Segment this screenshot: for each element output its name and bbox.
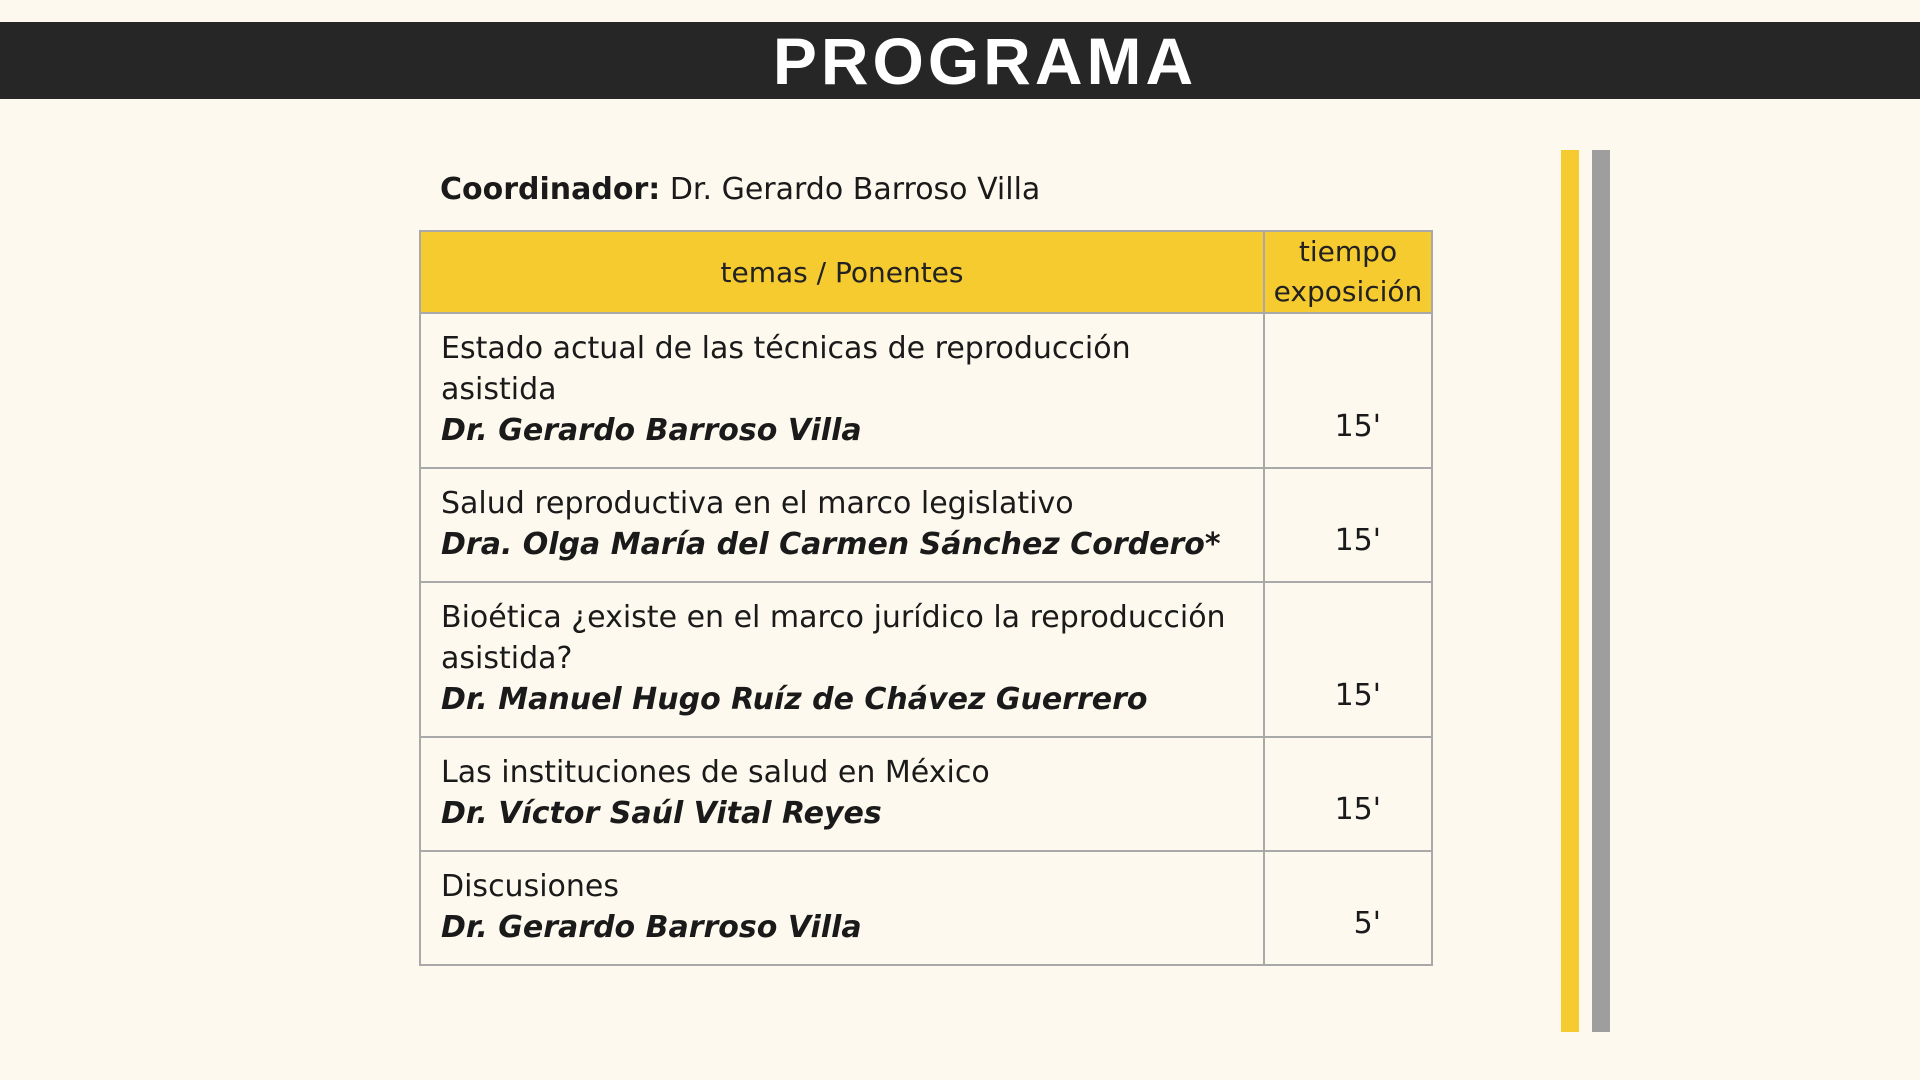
topic-title: Bioética ¿existe en el marco jurídico la reproducción asistida? <box>441 600 1226 676</box>
topic-cell <box>420 737 1264 851</box>
topic-cell <box>420 468 1264 582</box>
header-time-line2: exposición <box>1273 275 1423 308</box>
title-bar <box>0 22 1920 99</box>
table-row <box>420 737 1432 851</box>
table-row <box>420 468 1432 582</box>
table-row <box>420 582 1432 737</box>
header-time-line1: tiempo <box>1298 235 1398 268</box>
coordinator-label: Coordinador: <box>440 172 661 207</box>
time-cell: 15' <box>1264 313 1432 468</box>
decorative-gray-stripe <box>1592 150 1610 1032</box>
time-cell: 15' <box>1264 737 1432 851</box>
time-cell: 15' <box>1264 468 1432 582</box>
topic-speaker: Dr. Víctor Saúl Vital Reyes <box>441 796 882 831</box>
time-cell: 5' <box>1264 851 1432 965</box>
topic-cell <box>420 313 1264 468</box>
topic-title: Discusiones <box>441 869 619 904</box>
coordinator-line <box>440 172 1040 208</box>
program-table <box>419 230 1433 966</box>
header-time <box>1264 231 1432 313</box>
topic-title: Salud reproductiva en el marco legislativo <box>441 486 1074 521</box>
table-row <box>420 851 1432 965</box>
topic-cell <box>420 582 1264 737</box>
coordinator-name: Dr. Gerardo Barroso Villa <box>669 172 1041 207</box>
topic-speaker: Dr. Manuel Hugo Ruíz de Chávez Guerrero <box>441 682 1148 717</box>
page-title: PROGRAMA <box>772 23 1198 98</box>
decorative-yellow-stripe <box>1561 150 1579 1032</box>
table-header-row <box>420 231 1432 313</box>
topic-speaker: Dr. Gerardo Barroso Villa <box>441 413 862 448</box>
topic-title: Estado actual de las técnicas de reproducción asistida <box>441 331 1131 407</box>
header-topics: temas / Ponentes <box>420 231 1264 313</box>
topic-title: Las instituciones de salud en México <box>441 755 990 790</box>
topic-speaker: Dra. Olga María del Carmen Sánchez Cordero* <box>441 527 1221 562</box>
topic-cell <box>420 851 1264 965</box>
topic-speaker: Dr. Gerardo Barroso Villa <box>441 910 862 945</box>
table-row <box>420 313 1432 468</box>
time-cell: 15' <box>1264 582 1432 737</box>
